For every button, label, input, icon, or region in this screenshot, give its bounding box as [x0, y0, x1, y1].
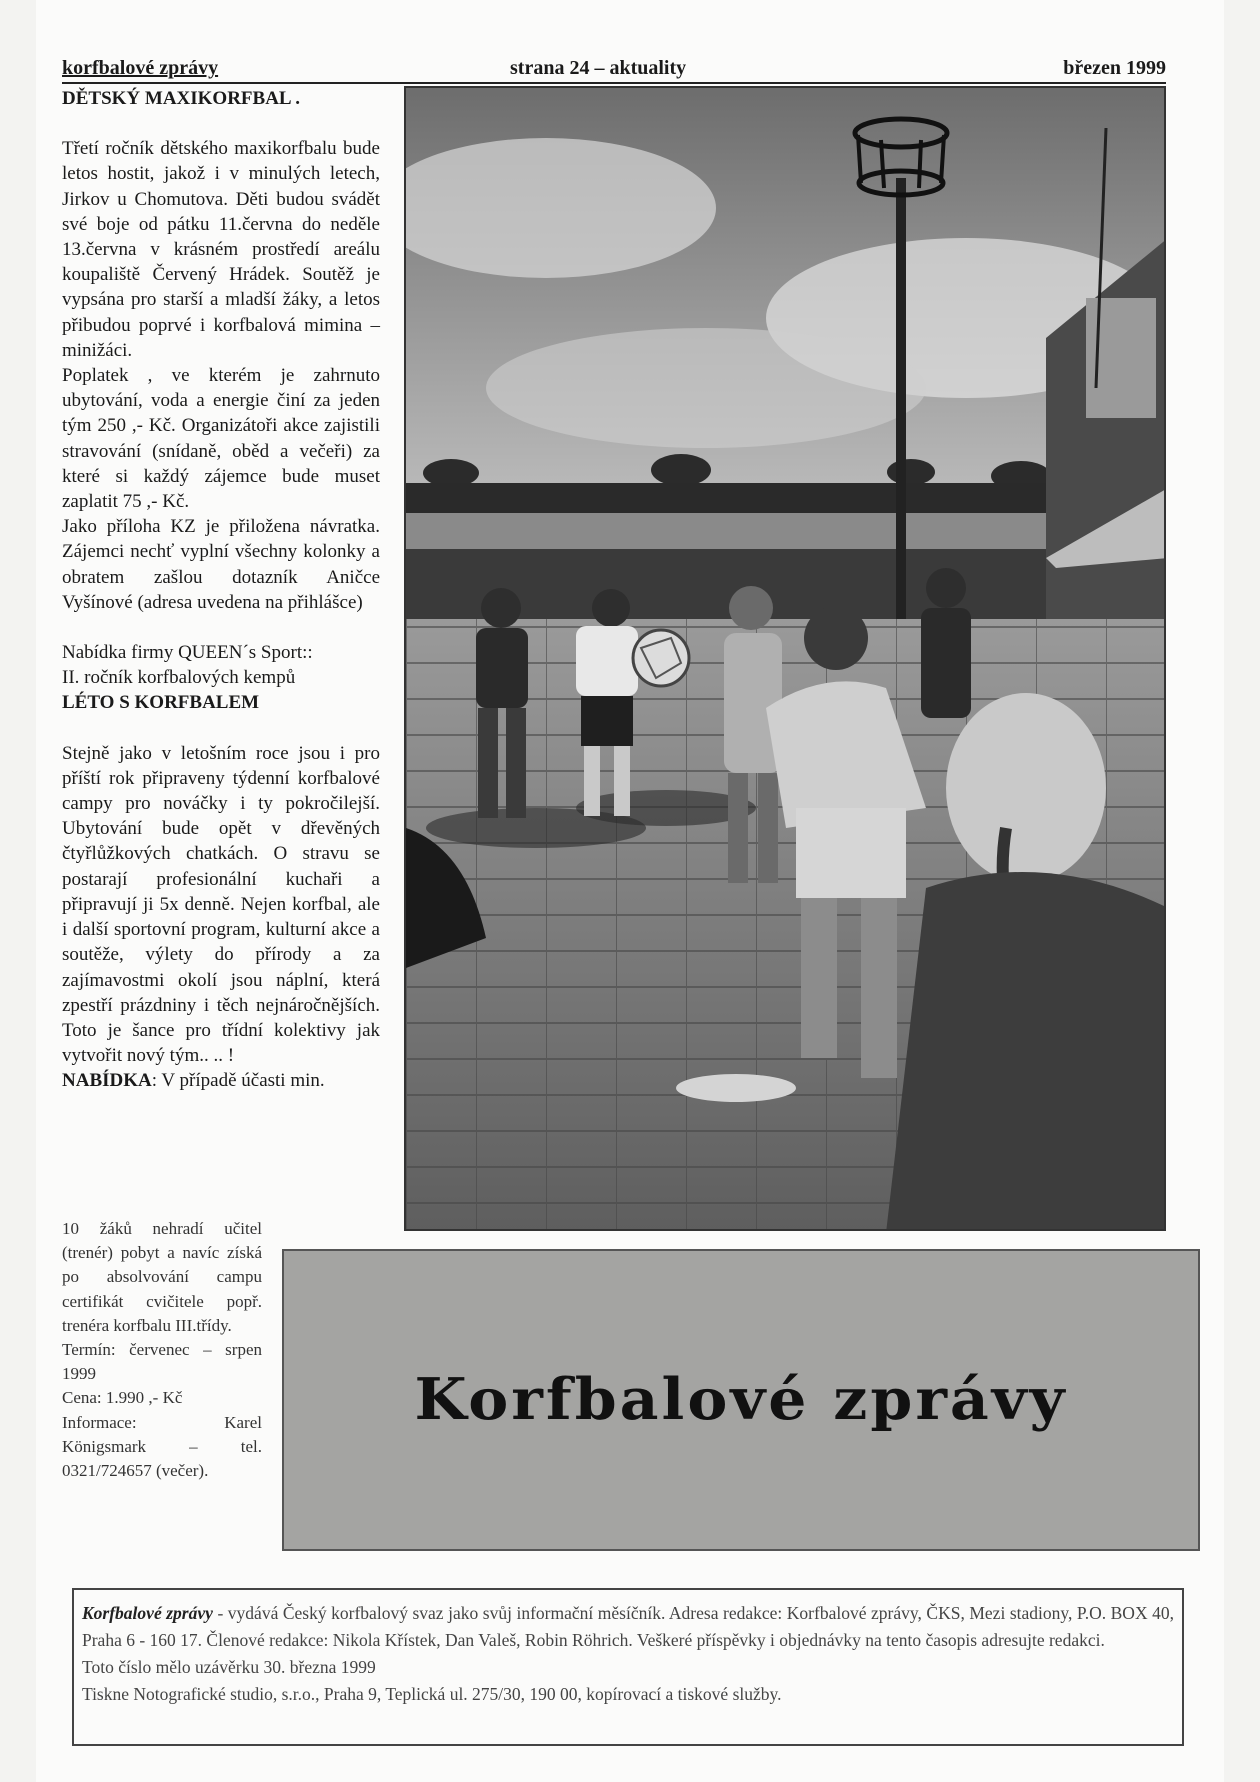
- article1-paragraph-2: Poplatek , ve kterém je zahrnuto ubytování, voda a energie činí za jeden tým 250 ,- Kč. Organizátoři akce zajistili stravování (snídaně, oběd a večeři) za které si každý zájemce bude muset zaplatit 75 ,- Kč.: [62, 365, 380, 513]
- article2-intro-1: Nabídka firmy QUEEN´s Sport::: [62, 642, 313, 664]
- article2-paragraph-1: Stejně jako v letošním roce jsou i pro příští rok připraveny týdenní korfbalové campy pro nováčky i ty pokročilejší. Ubytování bude opět v dřevěných čtyřlůžkových chatkách. O stravu se postarají profesionální kuchaři a připravují ji 5x denně. Nejen korfbal, ale i další sportovní program, kulturní akce a soutěže, výlety do přírody a za zajímavostmi okolí jsou náplní, která zpestří prázdniny i těch nejnáročnějších. Toto je šance pro třídní kolektivy jak vytvořit nový tým.. .. !: [62, 742, 380, 1067]
- offer-continued: 10 žáků nehradí učitel (trenér) pobyt a navíc získá po absolvování campu certifikát cvičitele popř. trenéra korfbalu III.třídy.: [62, 1219, 262, 1335]
- article1-paragraph-3: Jako příloha KZ je přiložena návratka. Zájemci nechť vyplní všechny kolonky a obratem zašlou dotazník Aničce Vyšínové (adresa uvedena na přihlášce): [62, 516, 380, 613]
- banner-title: Korfbalové zprávy: [414, 1366, 1068, 1434]
- offer-label: NABÍDKA: [62, 1070, 152, 1092]
- article1-paragraph-1: Třetí ročník dětského maxikorfbalu bude letos hostit, jakož i v minulých letech, Jirkov u Chomutova. Děti budou svádět své boje od pátku 11.června do neděle 13.června v krásném prostředí areálu koupaliště Červený Hrádek. Soutěž je vypsána pro starší a mladší žáky, a letos přibudou poprvé i korfbalová mimina – minižáci.: [62, 138, 380, 361]
- magazine-banner: [282, 1249, 1200, 1551]
- offer-info: Informace: Karel Königsmark – tel. 0321/724657 (večer).: [62, 1412, 262, 1481]
- offer-term: Termín: červenec – srpen 1999: [62, 1340, 262, 1384]
- left-column: [62, 86, 380, 1094]
- children-playing-photo: [404, 86, 1166, 1231]
- article2-intro-2: II. ročník korfbalových kempů: [62, 667, 296, 689]
- offer-text: : V případě účasti min.: [151, 1070, 325, 1092]
- article2-title: LÉTO S KORFBALEM: [62, 692, 260, 714]
- offer-details-column: [62, 1217, 262, 1483]
- header-date: březen 1999: [1063, 57, 1166, 79]
- imprint-magazine-name: Korfbalové zprávy: [82, 1603, 213, 1623]
- header-page-info: strana 24 – aktuality: [510, 57, 687, 79]
- header-magazine-name: korfbalové zprávy: [62, 57, 219, 79]
- page-header: [62, 54, 1166, 84]
- imprint-line-1: [82, 1600, 1174, 1654]
- offer-price: Cena: 1.990 ,- Kč: [62, 1388, 183, 1408]
- photo-illustration: [406, 88, 1166, 1231]
- article2-offer: [62, 1068, 380, 1093]
- article1-title: DĚTSKÝ MAXIKORFBAL .: [62, 88, 301, 109]
- imprint-text: - vydává Český korfbalový svaz jako svůj informační měsíčník. Adresa redakce: Korfbalové zprávy, ČKS, Mezi stadiony, P.O. BOX 40, Praha 6 - 160 17. Členové redakce: Nikola Křístek, Dan Valeš, Robin Röhrich. Veškeré příspěvky i objednávky na tento časopis adresujte redakci.: [82, 1603, 1174, 1650]
- imprint-box: [72, 1588, 1184, 1746]
- imprint-deadline: Toto číslo mělo uzávěrku 30. března 1999: [82, 1657, 376, 1677]
- imprint-printer: Tiskne Notografické studio, s.r.o., Praha 9, Teplická ul. 275/30, 190 00, kopírovací a tiskové služby.: [82, 1684, 782, 1704]
